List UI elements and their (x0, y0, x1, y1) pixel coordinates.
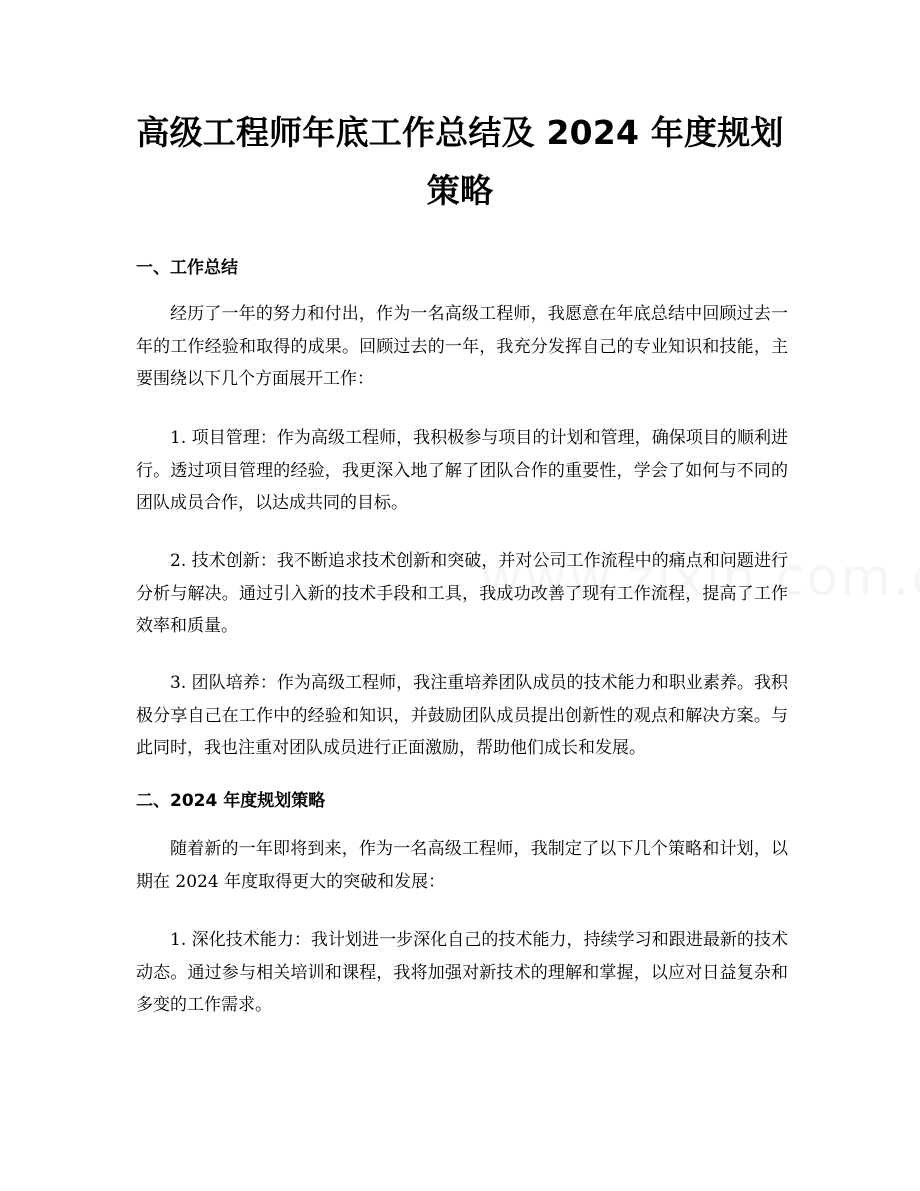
paragraph-item-team-building: 3. 团队培养：作为高级工程师，我注重培养团队成员的技术能力和职业素养。我积极分享自己在工作中的经验和知识，并鼓励团队成员提出创新性的观点和解决方案。与此同时，我也注重对团队成员进行正面激励，帮助他们成长和发展。 (136, 673, 788, 758)
section-heading-work-summary: 一、工作总结 (136, 258, 238, 278)
paragraph-item-project-management: 1. 项目管理：作为高级工程师，我积极参与项目的计划和管理，确保项目的顺利进行。透过项目管理的经验，我更深入地了解了团队合作的重要性，学会了如何与不同的团队成员合作，以达成共同的目标。 (136, 428, 788, 513)
paragraph-summary-intro: 经历了一年的努力和付出，作为一名高级工程师，我愿意在年底总结中回顾过去一年的工作经验和取得的成果。回顾过去的一年，我充分发挥自己的专业知识和技能，主要围绕以下几个方面展开工作： (136, 304, 788, 389)
document-title: 高级工程师年底工作总结及 2024 年度规划策略 (136, 113, 784, 210)
paragraph-item-deepen-skills: 1. 深化技术能力：我计划进一步深化自己的技术能力，持续学习和跟进最新的技术动态。通过参与相关培训和课程，我将加强对新技术的理解和掌握，以应对日益复杂和多变的工作需求。 (136, 930, 788, 1015)
paragraph-plan-intro: 随着新的一年即将到来，作为一名高级工程师，我制定了以下几个策略和计划，以期在 2024 年度取得更大的突破和发展： (136, 839, 788, 892)
section-heading-2024-plan: 二、2024 年度规划策略 (136, 791, 326, 811)
paragraph-item-tech-innovation: 2. 技术创新：我不断追求技术创新和突破，并对公司工作流程中的痛点和问题进行分析与解决。通过引入新的技术手段和工具，我成功改善了现有工作流程，提高了工作效率和质量。 (136, 551, 788, 636)
